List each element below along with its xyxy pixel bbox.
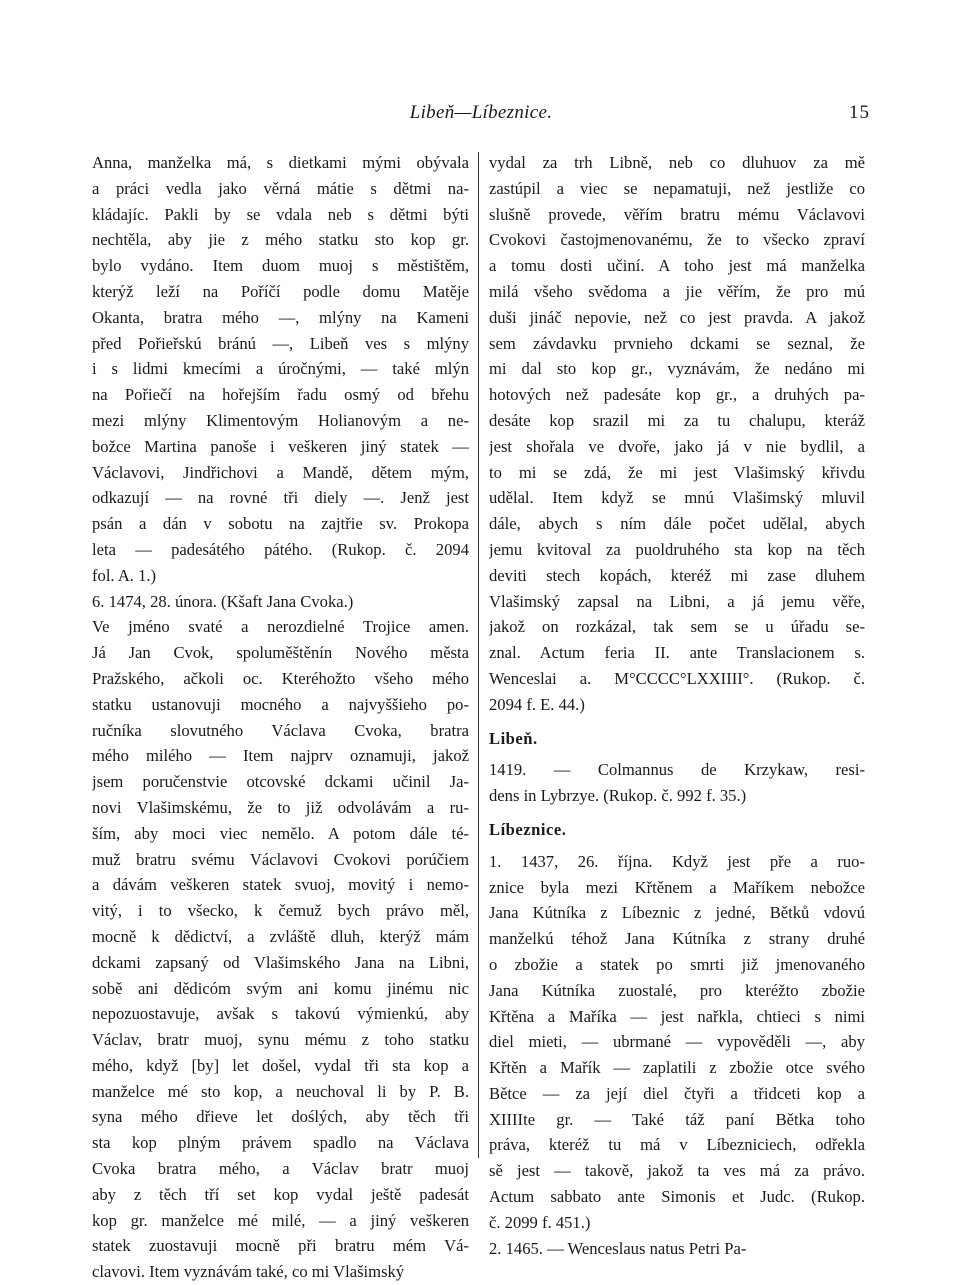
text-line: jest shořala ve dvoře, jako já v nie bydlil, a <box>489 436 865 456</box>
left-column <box>92 150 469 1285</box>
text-line: Wenceslai a. M°CCCC°LXXIIII°. (Rukop. č. <box>489 668 865 688</box>
text-line: božce Martina panoše i veškeren jiný statek — <box>92 436 469 456</box>
text-line: o zbožie a statek po smrti již jmenovaného <box>489 954 865 974</box>
text-line: ším, aby moci viec nemělo. A potom dále té- <box>92 823 469 843</box>
text-line: Actum sabbato ante Simonis et Judc. (Rukop. <box>489 1187 865 1207</box>
column-divider <box>478 152 479 1158</box>
text-line: na Pořiečí na hořejším řadu osmý od břehu <box>92 385 469 405</box>
text-line: duši jináč nepovie, než co jest pravda. A jakož <box>489 307 865 327</box>
text-line: zastúpil a viec se nepamatuji, než jestliže co <box>489 178 865 198</box>
text-line: Bětce — za její diel čtyři a třidceti kop a <box>489 1083 865 1103</box>
text-line: Vlašimský zapsal na Libni, a já jemu věře, <box>489 591 865 611</box>
text-line: udělal. Item když se mnú Vlašimský mluvil <box>489 488 865 508</box>
text-line: 6. 1474, 28. února. (Kšaft Jana Cvoka.) <box>92 591 354 611</box>
text-line: Křtěna a Maříka — jest nařkla, chtieci s nimi <box>489 1006 865 1026</box>
text-line: Václavovi, Jindřichovi a Mandě, dětem mým, <box>92 462 469 482</box>
text-line: odkazují — na rovné tři diely —. Jenž jest <box>92 488 469 508</box>
text-line: mého, když [by] let došel, vydal tři sta kop a <box>92 1055 469 1075</box>
text-line: nechtěla, aby jie z mého statku sto kop gr. <box>92 230 469 250</box>
section-heading: Líbeznice. <box>489 819 567 839</box>
text-line: leta — padesátého pátého. (Rukop. č. 2094 <box>92 539 469 559</box>
page-header <box>92 100 870 130</box>
text-line: vydal za trh Libně, neb co dluhuov za mě <box>489 153 865 172</box>
text-line: mocně k dědictví, a zvláště dluh, kterýž mám <box>92 926 469 946</box>
text-line: znal. Actum feria II. ante Translacionem s. <box>489 643 865 663</box>
text-line: Já Jan Cvok, spoluměštěnín Nového města <box>92 643 469 663</box>
text-line: mého milého — Item najprv oznamuji, jakož <box>92 746 469 766</box>
text-line: Jana Kútníka zuostalé, pro kteréžto zbožie <box>489 980 865 1000</box>
text-line: deviti stech kopách, kteréž mi zase dluhem <box>489 565 865 585</box>
text-line: syna mého dřieve let doślých, aby těch tři <box>92 1107 469 1127</box>
text-line: bylo vydáno. Item duom muoj s městištěm, <box>92 256 469 276</box>
text-line: desáte kop srazil mi za tu chalupu, kteráž <box>489 410 865 430</box>
page-number: 15 <box>849 102 870 123</box>
text-line: kop gr. manželce mé milé, — a jiný veškeren <box>92 1210 469 1230</box>
text-line: jakož on rozkázal, tak sem se u úřadu se- <box>489 617 865 637</box>
text-line: Křtěn a Mařík — zaplatili z zbožie otce svého <box>489 1058 865 1078</box>
text-line: muž bratru svému Václavovi Cvokovi porúčiem <box>92 849 469 869</box>
text-line: a dávám veškeren statek svuoj, movitý i nemo- <box>92 875 469 895</box>
text-line: hotových než padesáte kop gr., a druhých pa- <box>489 385 865 405</box>
text-line: Cvokovi častojmenovanému, že to všecko zpraví <box>489 230 865 250</box>
text-line: jemu kvitoval za puoldruhého sta kop na těch <box>489 539 865 559</box>
text-line: diel mieti, — ubrmané — vypověděli —, aby <box>489 1032 865 1052</box>
text-line: Václav, bratr muoj, synu mému z toho statku <box>92 1030 469 1050</box>
text-line: sobě ani dědicóm svým ani komu jinému nic <box>92 978 469 998</box>
text-line: slušně provede, věřím bratru mému Václavovi <box>489 204 865 224</box>
text-line: manželkú téhož Jana Kútníka z strany druhé <box>489 929 865 949</box>
text-line: sta kop plným právem spadlo na Václava <box>92 1133 469 1153</box>
text-line: psán a dán v sobotu na zajtřie sv. Prokopa <box>92 514 469 534</box>
text-line: dckami zapsaný od Vlašimského Jana na Libni, <box>92 952 469 972</box>
text-line: manželce mé sto kop, a neuchoval li by P. B. <box>92 1081 469 1101</box>
text-line: před Pořieřskú bránú —, Libeň ves s mlýny <box>92 333 469 353</box>
section-heading: Libeň. <box>489 728 538 748</box>
text-line: Cvoka bratra mého, a Václav bratr muoj <box>92 1159 469 1179</box>
text-line: dále, abych s ním dále počet udělal, abych <box>489 514 865 534</box>
text-line: 2. 1465. — Wenceslaus natus Petri Pa- <box>489 1238 747 1258</box>
text-line: mezi mlýny Klimentovým Holianovým a ne- <box>92 410 469 430</box>
text-line: aby z těch tří set kop vydal ještě padesát <box>92 1184 469 1204</box>
text-line: mi dal sto kop gr., vyznávám, že nedáno mi <box>489 359 865 379</box>
text-line: to mi se zdá, že mi jest Vlašimský křivdu <box>489 462 865 482</box>
text-line: a práci vedla jako věrná mátie s dětmi na- <box>92 178 469 198</box>
text-line: milá všeho svědoma a jie věřím, že pro mú <box>489 281 865 301</box>
text-line: 1. 1437, 26. října. Když jest pře a ruo- <box>489 851 865 871</box>
text-line: kterýž leží na Poříčí podle domu Matěje <box>92 281 469 301</box>
running-head: Libeň—Líbeznice. <box>409 102 553 123</box>
text-line: dens in Lybrzye. (Rukop. č. 992 f. 35.) <box>489 786 747 806</box>
text-line: clavovi. Item vyznávám také, co mi Vlašimský <box>92 1262 405 1282</box>
text-line: Okanta, bratra mého —, mlýny na Kameni <box>92 307 469 327</box>
text-line: sem závdavku prvnieho dckami se seznal, že <box>489 333 865 353</box>
text-line: práva, kteréž tu má v Líbezniciech, odřekla <box>489 1135 865 1155</box>
text-line: fol. A. 1.) <box>92 565 157 585</box>
right-column <box>489 150 865 1261</box>
text-line: a tomu dosti učiní. A toho jest má manželka <box>489 256 865 276</box>
text-line: vitý, i to všecko, k čemuž bych právo měl, <box>92 901 469 921</box>
text-line: č. 2099 f. 451.) <box>489 1212 591 1232</box>
text-line: 1419. — Colmannus de Krzykaw, resi- <box>489 760 865 780</box>
text-line: sě jest — takově, jakož ta ves má za právo. <box>489 1161 865 1181</box>
text-line: 2094 f. E. 44.) <box>489 694 585 714</box>
text-line: znice byla mezi Křtěnem a Maříkem nebožce <box>489 877 865 897</box>
text-line: Anna, manželka má, s dietkami mými obývala <box>92 153 469 172</box>
text-line: nepozuostavuje, avšak s takovú výmienkú, aby <box>92 1004 469 1024</box>
text-line: i s lidmi kmecími a úročnými, — také mlýn <box>92 359 469 379</box>
text-line: statek zuostavuji mocně při bratru mém Vá- <box>92 1236 469 1256</box>
text-line: novi Vlašimskému, že to již odvolávám a ru- <box>92 797 469 817</box>
text-line: Pražského, ačkoli oc. Kteréhožto všeho mého <box>92 668 469 688</box>
text-line: ručníka slovutného Václava Cvoka, bratra <box>92 720 469 740</box>
text-line: Jana Kútníka z Líbeznic z jedné, Bětků vdovú <box>489 903 865 923</box>
text-line: jsem poručenstvie otcovské dckami učinil Ja- <box>92 772 469 792</box>
text-line: statku ustanovuji mocného a najvyššieho po- <box>92 694 469 714</box>
text-line: kládajíc. Pakli by se vdala neb s dětmi býti <box>92 204 469 224</box>
text-line: XIIIIte gr. — Také táž paní Bětka toho <box>489 1109 865 1129</box>
text-line: Ve jméno svaté a nerozdielné Trojice amen. <box>92 617 469 637</box>
